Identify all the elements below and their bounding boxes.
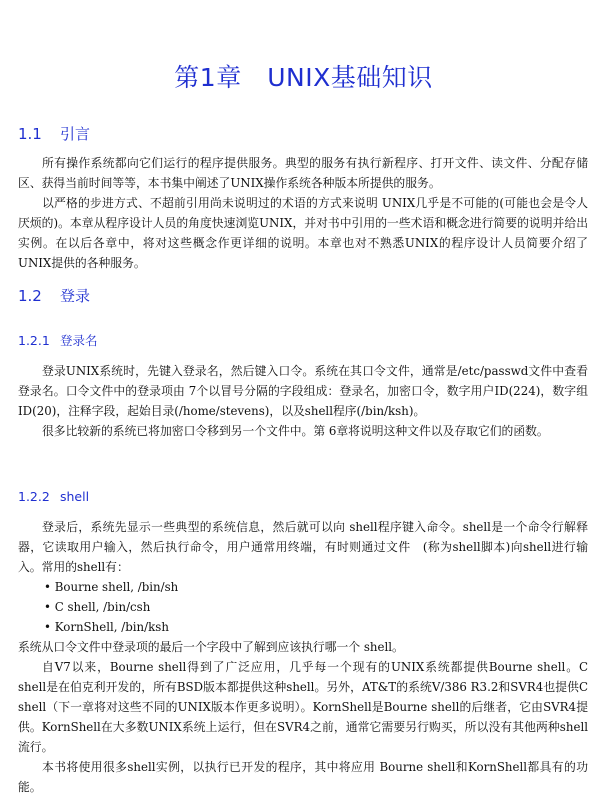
- section-1-2-2-body: [18, 657, 588, 797]
- paragraph: 以严格的步进方式、不超前引用尚未说明过的术语的方式来说明 UNIX几乎是不可能的(可能也会是令人厌烦的)。本章从程序设计人员的角度快速浏览UNIX，并对书中引用的一些术语和概念进行简要的说明并给出实例。在以后各章中，将对这些概念作更详细的说明。本章也对不熟悉UNIX的程序设计人员简要介绍了UNIX提供的各种服务。: [18, 196, 588, 270]
- list-item: • C shell, /bin/csh: [44, 597, 178, 617]
- section-1-1-body: [18, 153, 588, 273]
- section-number: 1.2.1: [18, 333, 50, 348]
- section-1-2-2-intro: [18, 517, 588, 577]
- paragraph: 自V7以来，Bourne shell得到了广泛应用，几乎每一个现有的UNIX系统都提供Bourne shell。C shell是在伯克利开发的，所有BSD版本都提供这种shell。另外，AT&T的系统V/386 R3.2和SVR4也提供C shell（下一章将对这些不同的UNIX版本作更多说明）。KornShell是Bourne shell的后继者，它由SVR4提供。KornShell在大多数UNIX系统上运行，但在SVR4之前，通常它需要另行购买，所以没有其他两种shell流行。: [18, 660, 588, 754]
- section-title: shell: [60, 489, 90, 504]
- section-number: 1.2: [18, 287, 42, 305]
- shell-list: [44, 577, 178, 637]
- paragraph: 所有操作系统都向它们运行的程序提供服务。典型的服务有执行新程序、打开文件、读文件、分配存储区、获得当前时间等等，本书集中阐述了UNIX操作系统各种版本所提供的服务。: [18, 156, 588, 190]
- paragraph: 登录UNIX系统时，先键入登录名，然后键入口令。系统在其口令文件，通常是/etc/passwd文件中查看登录名。口令文件中的登录项由 7个以冒号分隔的字段组成：登录名，加密口令，数字用户ID(224)，数字组ID(20)，注释字段，起始目录(/home/stevens)，以及shell程序(/bin/ksh)。: [18, 364, 588, 418]
- chapter-title: 第1章 UNIX基础知识: [174, 63, 433, 92]
- paragraph: 登录后，系统先显示一些典型的系统信息，然后就可以向 shell程序键入命令。shell是一个命令行解释器，它读取用户输入，然后执行命令，用户通常用终端，有时则通过文件 (称为shell脚本)向shell进行输入。常用的shell有：: [18, 520, 588, 574]
- section-heading-1-2: [18, 285, 90, 306]
- list-item: • Bourne shell, /bin/sh: [44, 577, 178, 597]
- section-title: 登录: [60, 287, 91, 305]
- section-number: 1.1: [18, 125, 42, 143]
- list-item: • KornShell, /bin/ksh: [44, 617, 178, 637]
- section-title: 登录名: [60, 333, 98, 348]
- paragraph: 很多比较新的系统已将加密口令移到另一个文件中。第 6章将说明这种文件以及存取它们的函数。: [42, 424, 549, 438]
- section-heading-1-1: [18, 123, 90, 144]
- shell-selection-line: 系统从口令文件中登录项的最后一个字段中了解到应该执行哪一个 shell。: [18, 640, 404, 654]
- section-heading-1-2-2: [18, 489, 89, 504]
- section-number: 1.2.2: [18, 489, 50, 504]
- section-heading-1-2-1: [18, 331, 98, 349]
- paragraph: 本书将使用很多shell实例，以执行已开发的程序，其中将应用 Bourne shell和KornShell都具有的功能。: [18, 760, 588, 794]
- section-1-2-1-body: [18, 361, 588, 441]
- section-title: 引言: [60, 125, 91, 143]
